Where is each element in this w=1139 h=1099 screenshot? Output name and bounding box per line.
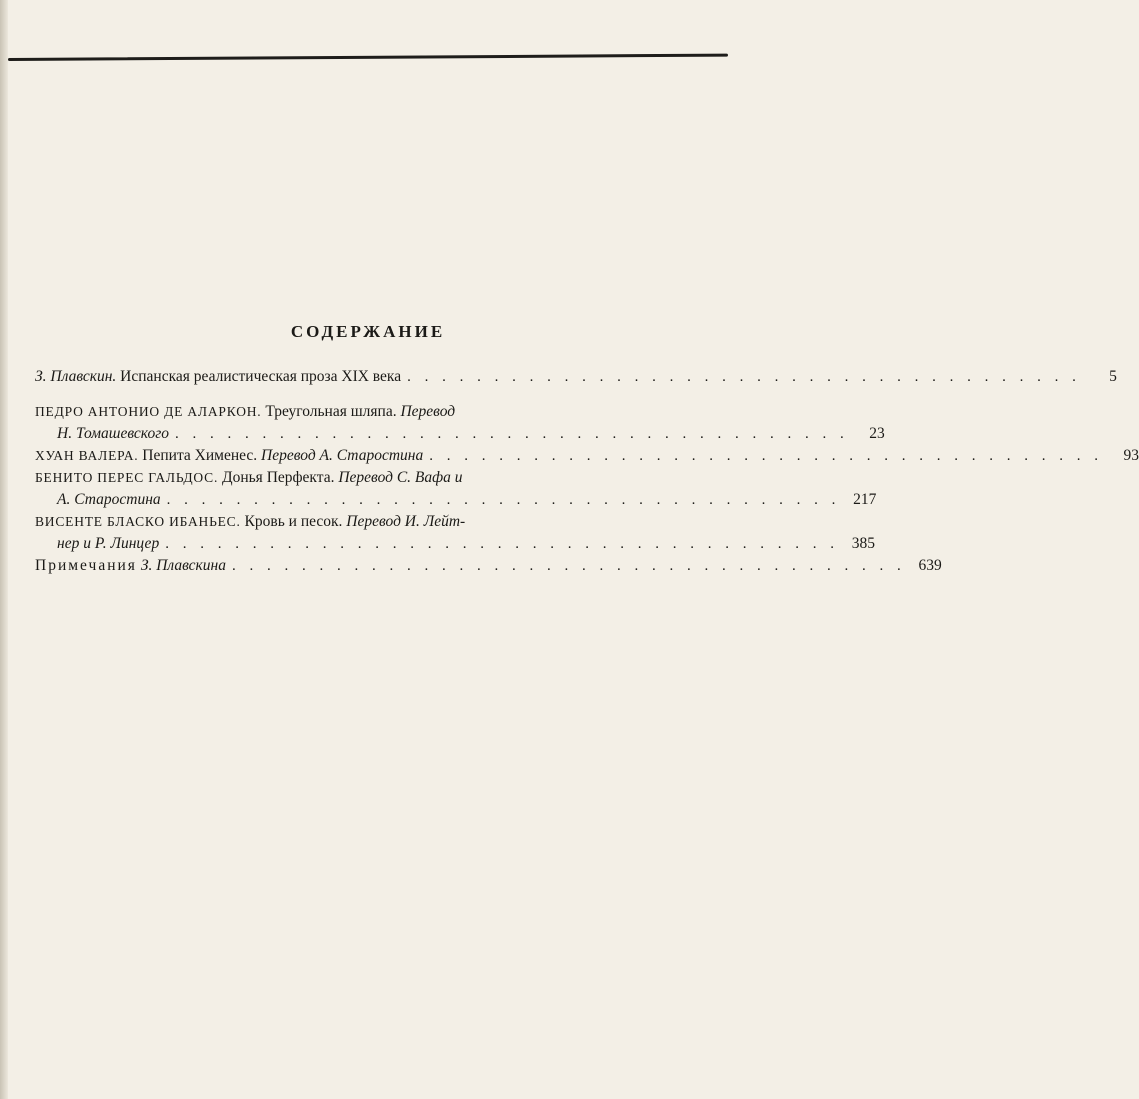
toc-entry-valera [35,445,1139,467]
toc-line [35,401,635,423]
entry-translator: Перевод А. Старостина [257,447,424,464]
entry-translator: Перевод С. Вафа и [334,469,463,486]
leader-dots: . . . . . . . . . . . . . . . . . . . . . . . . . . . . . . . . . . . . . . . [166,492,841,508]
toc-line [35,511,635,533]
toc-entry-ibanez [35,511,875,555]
entry-title: Испанская реалистическая проза XIX века [116,368,402,385]
toc-entry-alarcon [35,401,885,445]
page-edge [0,0,8,1099]
leader-dots: . . . . . . . . . . . . . . . . . . . . . . . . . . . . . . . . . . . . . . . [407,369,1081,385]
toc-entry-galdos [35,467,877,511]
page-number: 5 [1109,368,1117,385]
entry-author: ВИСЕНТЕ БЛАСКО ИБАНЬЕС. [35,514,241,529]
entry-author: Примечания [35,557,137,574]
toc-line [35,445,1139,467]
entry-title: Донья Перфекта. [218,469,335,486]
entry-author: ХУАН ВАЛЕРА. [35,448,139,463]
entry-title: Пепита Хименес. [138,447,258,464]
toc-heading: СОДЕРЖАНИЕ [290,322,446,341]
top-rule [8,54,728,61]
entry-translator-cont: нер и Р. Линцер [57,535,160,552]
entry-author: З. Плавскин. [35,368,117,385]
toc-line-continuation [35,533,875,555]
page-number: 385 [851,535,875,552]
page-number: 217 [853,491,877,508]
toc-line-continuation [35,489,877,511]
toc-line [35,366,1117,388]
entry-author: БЕНИТО ПЕРЕС ГАЛЬДОС. [35,470,219,485]
page-number: 93 [1123,447,1139,464]
table-of-contents [35,366,1139,577]
entry-translator-cont: А. Старостина [57,491,161,508]
page-number: 23 [869,425,885,442]
toc-entry-notes [35,555,942,577]
leader-dots: . . . . . . . . . . . . . . . . . . . . . . . . . . . . . . . . . . . . . . . [165,536,839,552]
entry-title: Кровь и песок. [240,513,343,530]
entry-title: Треугольная шляпа. [261,403,397,420]
entry-translator: Перевод [396,403,456,420]
entry-translator-cont: Н. Томашевского [57,425,169,442]
leader-dots: . . . . . . . . . . . . . . . . . . . . . . . . . . . . . . . . . . . . . . . [231,558,906,574]
toc-entry-introduction [35,366,1117,388]
entry-translator: Перевод И. Лейт- [342,513,466,530]
leader-dots: . . . . . . . . . . . . . . . . . . . . . . . . . . . . . . . . . . . . . . . [429,448,1103,464]
toc-line-continuation [35,423,885,445]
page-number: 639 [918,557,942,574]
toc-line [35,467,635,489]
entry-author: ПЕДРО АНТОНИО ДЕ АЛАРКОН. [35,404,262,419]
entry-translator: З. Плавскина [136,557,226,574]
toc-line [35,555,942,577]
leader-dots: . . . . . . . . . . . . . . . . . . . . . . . . . . . . . . . . . . . . . . . [175,426,849,442]
